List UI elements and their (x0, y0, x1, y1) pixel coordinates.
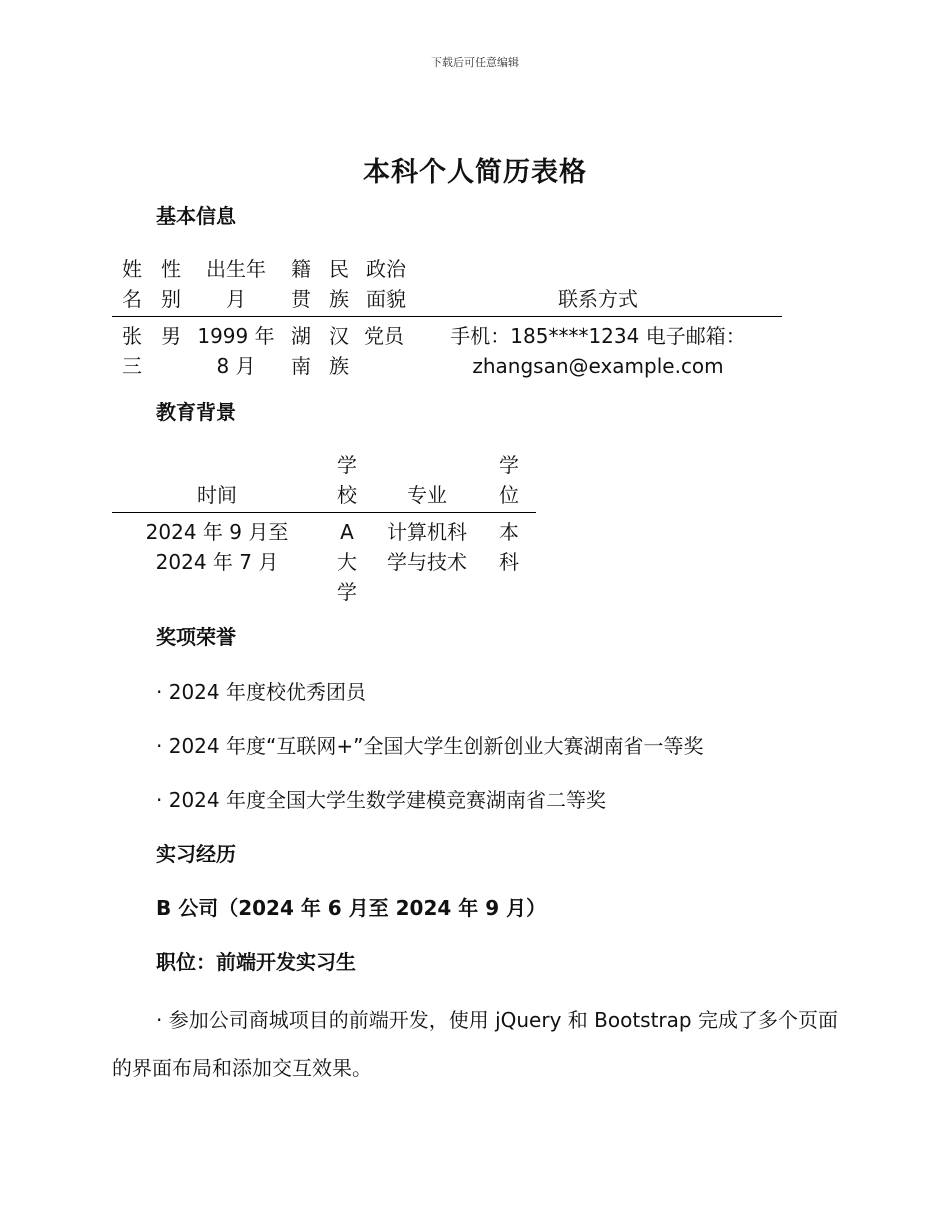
cell-political: 党员 (364, 324, 404, 348)
cell-birth: 1999 年 8 月 (197, 324, 275, 378)
cell-major: 计算机科学与技术 (387, 520, 467, 574)
section-education: 教育背景 (156, 400, 236, 424)
cell-contact-email: zhangsan@example.com (472, 354, 724, 378)
col-time: 时间 (112, 450, 322, 513)
col-ethnic: 民族 (329, 257, 349, 311)
internship-company: B 公司（2024 年 6 月至 2024 年 9 月） (156, 896, 547, 920)
col-birth: 出生年月 (206, 257, 266, 311)
col-school: 学校 (337, 453, 357, 507)
header-note: 下载后可任意编辑 (431, 56, 519, 69)
col-contact: 联系方式 (414, 254, 782, 317)
cell-ethnic: 汉族 (329, 324, 349, 378)
col-origin: 籍贯 (291, 257, 311, 311)
basic-info-table (112, 254, 782, 381)
award-item: · 2024 年度全国大学生数学建模竞赛湖南省二等奖 (156, 788, 606, 812)
cell-time: 2024 年 9 月至 2024 年 7 月 (145, 520, 289, 574)
section-internship: 实习经历 (156, 842, 236, 866)
col-political: 政治面貌 (366, 257, 406, 311)
cell-school: A 大学 (337, 520, 357, 604)
cell-degree: 本科 (499, 520, 519, 574)
award-item: · 2024 年度校优秀团员 (156, 680, 366, 704)
cell-sex: 男 (161, 324, 181, 348)
col-degree: 学位 (499, 453, 519, 507)
cell-name: 张三 (122, 324, 142, 378)
col-major: 专业 (372, 450, 482, 513)
award-item: · 2024 年度“互联网+”全国大学生创新创业大赛湖南省一等奖 (156, 734, 704, 758)
cell-contact-phone: 手机：185****1234 电子邮箱： (450, 324, 746, 348)
section-basic-info: 基本信息 (156, 204, 236, 228)
col-name: 姓名 (122, 257, 142, 311)
education-table (112, 450, 536, 607)
internship-position: 职位：前端开发实习生 (156, 950, 356, 974)
section-awards: 奖项荣誉 (156, 625, 236, 649)
internship-description: · 参加公司商城项目的前端开发，使用 jQuery 和 Bootstrap 完成了多个页面的界面布局和添加交互效果。 (112, 1008, 838, 1080)
table-row (112, 317, 782, 382)
col-sex: 性别 (161, 257, 181, 311)
cell-origin: 湖南 (291, 324, 311, 378)
page-title: 本科个人简历表格 (363, 157, 587, 188)
table-row (112, 513, 536, 608)
